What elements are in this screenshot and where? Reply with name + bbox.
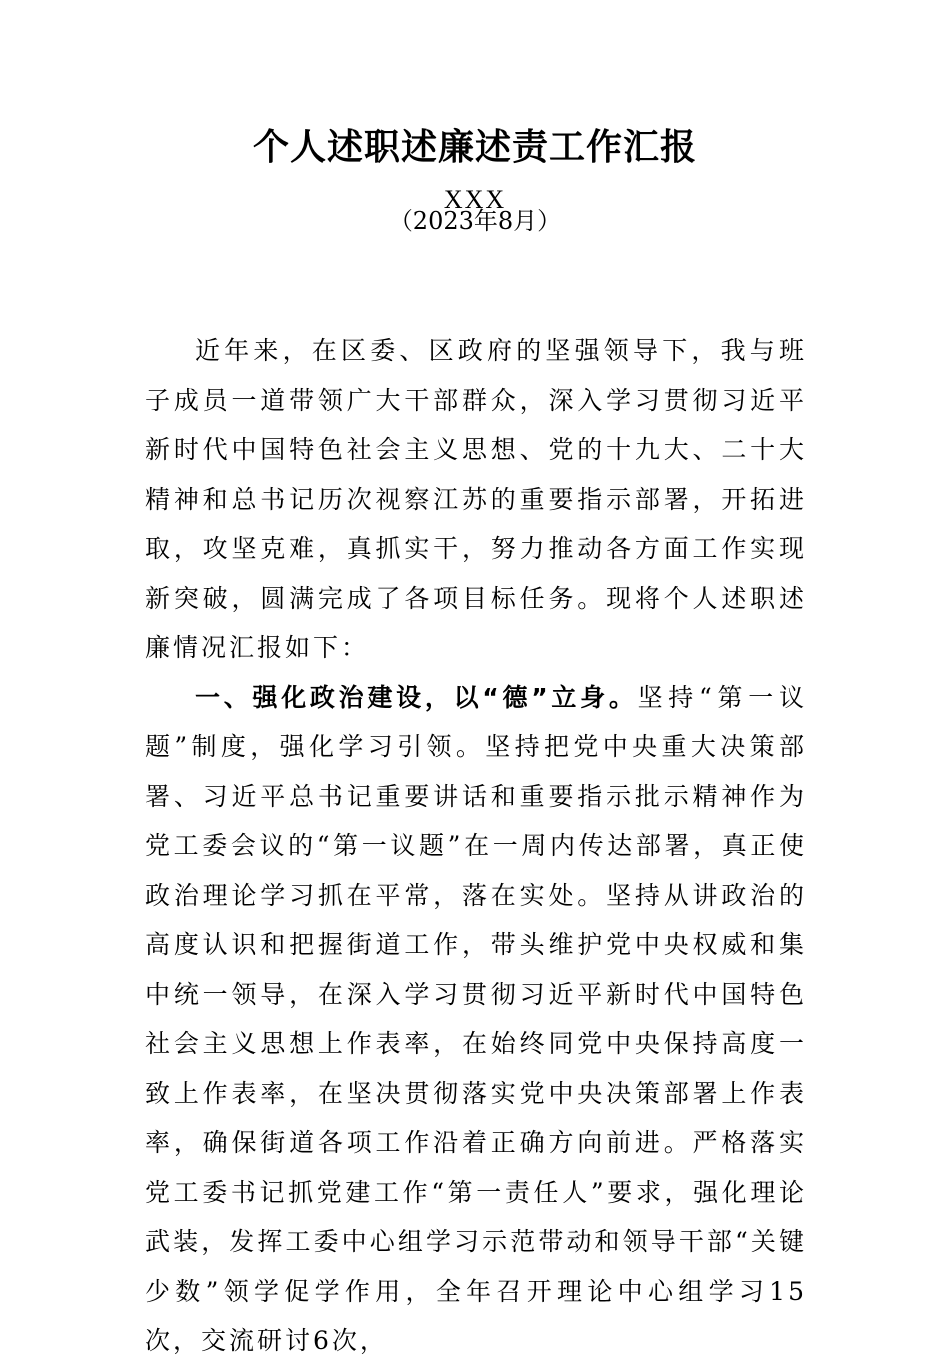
document-title: 个人述职述廉述责工作汇报 [252, 126, 697, 168]
paragraph-text: 近年来，在区委、区政府的坚强领导下，我与班子成员一道带领广大干部群众，深入学习贯彻习近平新时代中国特色社会主义思想、党的十九大、二十大精神和总书记历次视察江苏的重要指示部署，开拓进取，攻坚克难，真抓实干，努力推动各方面工作实现新突破，圆满完成了各项目标任务。现将个人述职述廉情况汇报如下： [145, 336, 807, 662]
document-body [145, 326, 807, 1366]
author-name: XXX [443, 185, 507, 214]
paragraph-text: 坚持“第一议题”制度，强化学习引领。坚持把党中央重大决策部署、习近平总书记重要讲话和重要指示批示精神作为党工委会议的“第一议题”在一周内传达部署，真正使政治理论学习抓在平常，落在实处。坚持从讲政治的高度认识和把握街道工作，带头维护党中央权威和集中统一领导，在深入学习贯彻习近平新时代中国特色社会主义思想上作表率，在始终同党中央保持高度一致上作表率，在坚决贯彻落实党中央决策部署上作表率，确保街道各项工作沿着正确方向前进。严格落实党工委书记抓党建工作“第一责任人”要求，强化理论武装，发挥工委中心组学习示范带动和领导干部“关键少数”领学促学作用，全年召开理论中心组学习15次，交流研讨6次， [145, 682, 807, 1355]
section-one-paragraph [145, 673, 807, 1366]
intro-paragraph [145, 326, 807, 673]
document-date: （2023年8月） [388, 207, 562, 235]
section-heading: 一、强化政治建设，以“德”立身。 [195, 682, 638, 712]
